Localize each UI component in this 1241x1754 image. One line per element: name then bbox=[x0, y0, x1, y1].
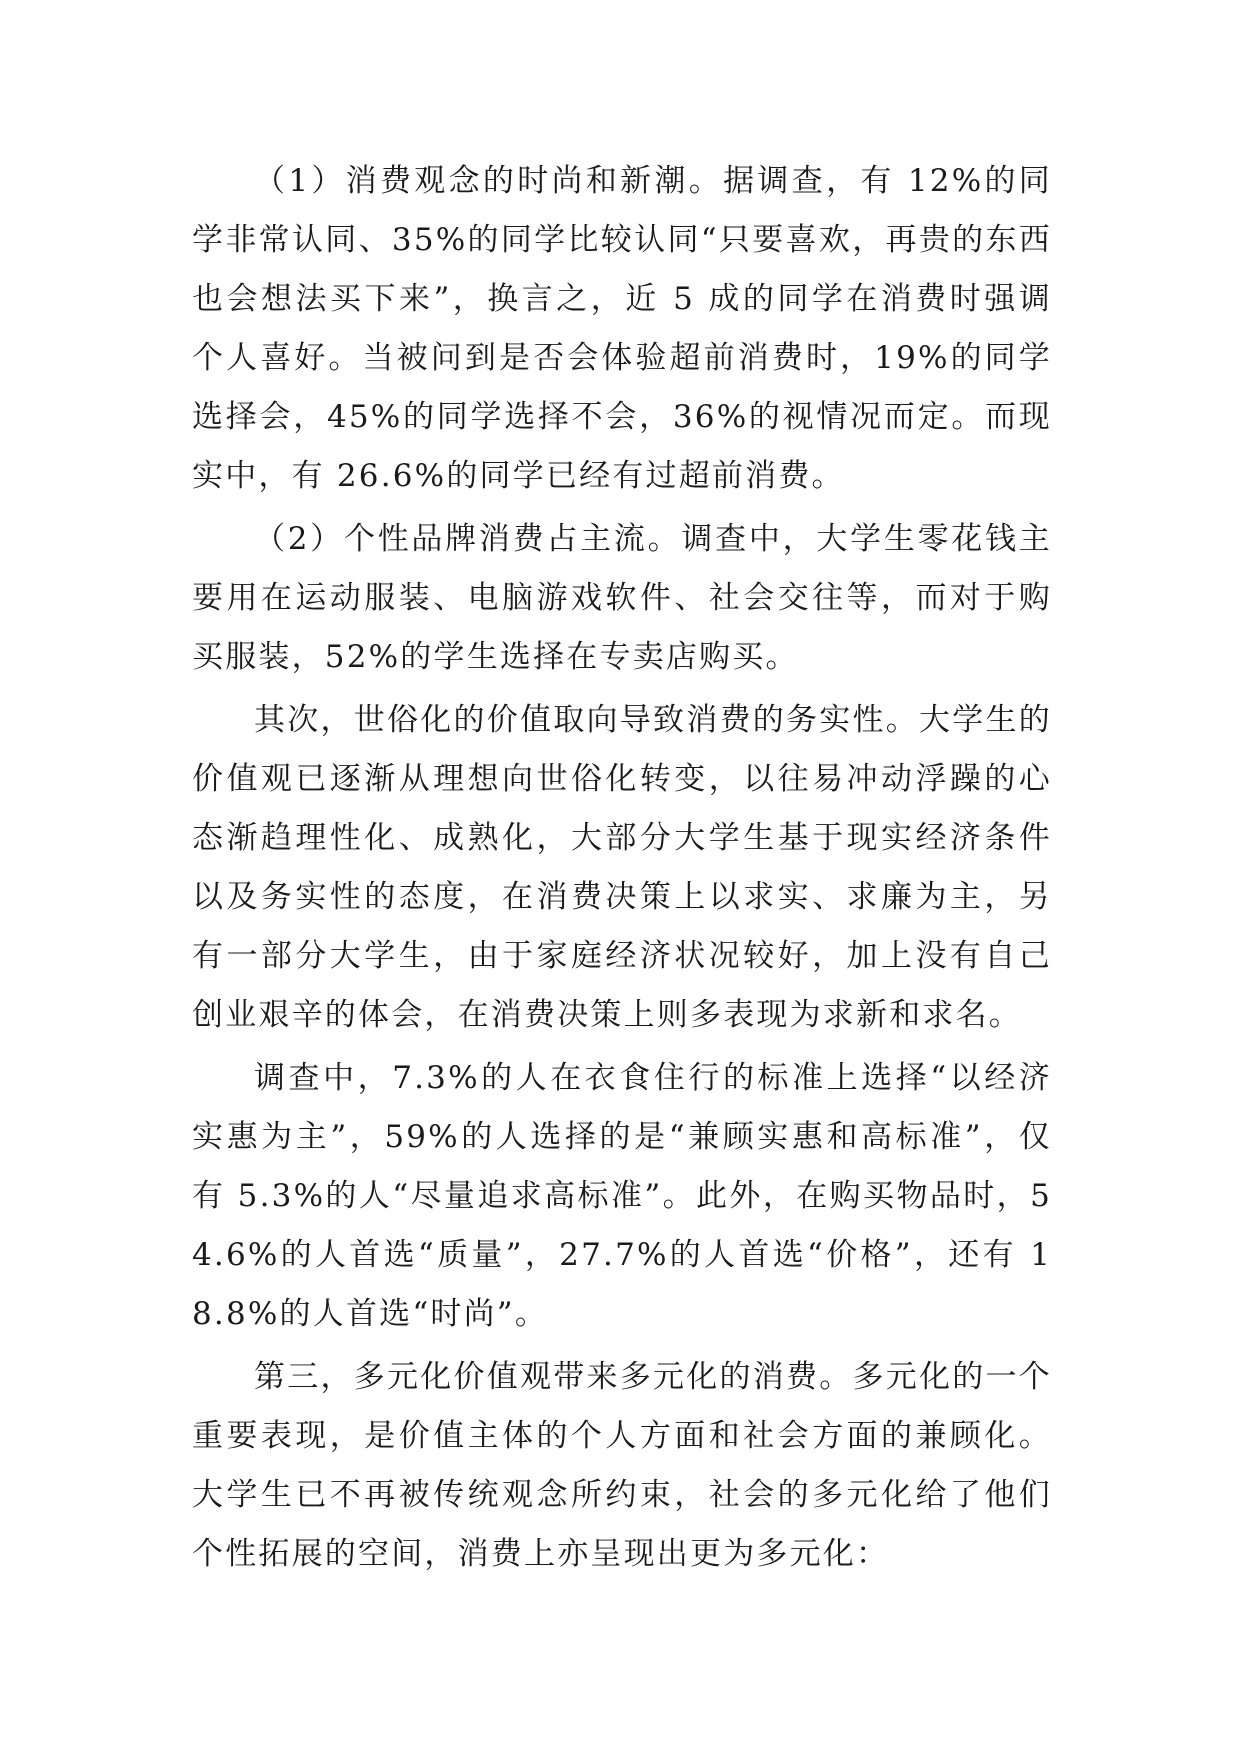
paragraph-survey-standards: 调查中，7.3%的人在衣食住行的标准上选择“以经济实惠为主”，59%的人选择的是“兼顾实惠和高标准”，仅有 5.3%的人“尽量追求高标准”。此外，在购买物品时，54.6%的人首选“质量”，27.7%的人首选“价格”，还有 18.8%的人首选“时尚”。 bbox=[192, 1060, 1052, 1332]
document-body bbox=[192, 152, 1052, 1588]
paragraph-secular-values: 其次，世俗化的价值取向导致消费的务实性。大学生的价值观已逐渐从理想向世俗化转变，以往易冲动浮躁的心态渐趋理性化、成熟化，大部分大学生基于现实经济条件以及务实性的态度，在消费决策上以求实、求廉为主，另有一部分大学生，由于家庭经济状况较好，加上没有自己创业艰辛的体会，在消费决策上则多表现为求新和求名。 bbox=[192, 702, 1052, 1033]
paragraph-brand-consumption: （2）个性品牌消费占主流。调查中，大学生零花钱主要用在运动服装、电脑游戏软件、社会交往等，而对于购买服装，52%的学生选择在专卖店购买。 bbox=[192, 521, 1052, 675]
paragraph-diversified-values: 第三，多元化价值观带来多元化的消费。多元化的一个重要表现，是价值主体的个人方面和社会方面的兼顾化。大学生已不再被传统观念所约束，社会的多元化给了他们个性拓展的空间，消费上亦呈现出更为多元化： bbox=[192, 1359, 1052, 1572]
paragraph-consumption-fashion: （1）消费观念的时尚和新潮。据调查，有 12%的同学非常认同、35%的同学比较认同“只要喜欢，再贵的东西也会想法买下来”，换言之，近 5 成的同学在消费时强调个人喜好。当被问到是否会体验超前消费时，19%的同学选择会，45%的同学选择不会，36%的视情况而定。而现实中，有 26.6%的同学已经有过超前消费。 bbox=[192, 163, 1052, 494]
